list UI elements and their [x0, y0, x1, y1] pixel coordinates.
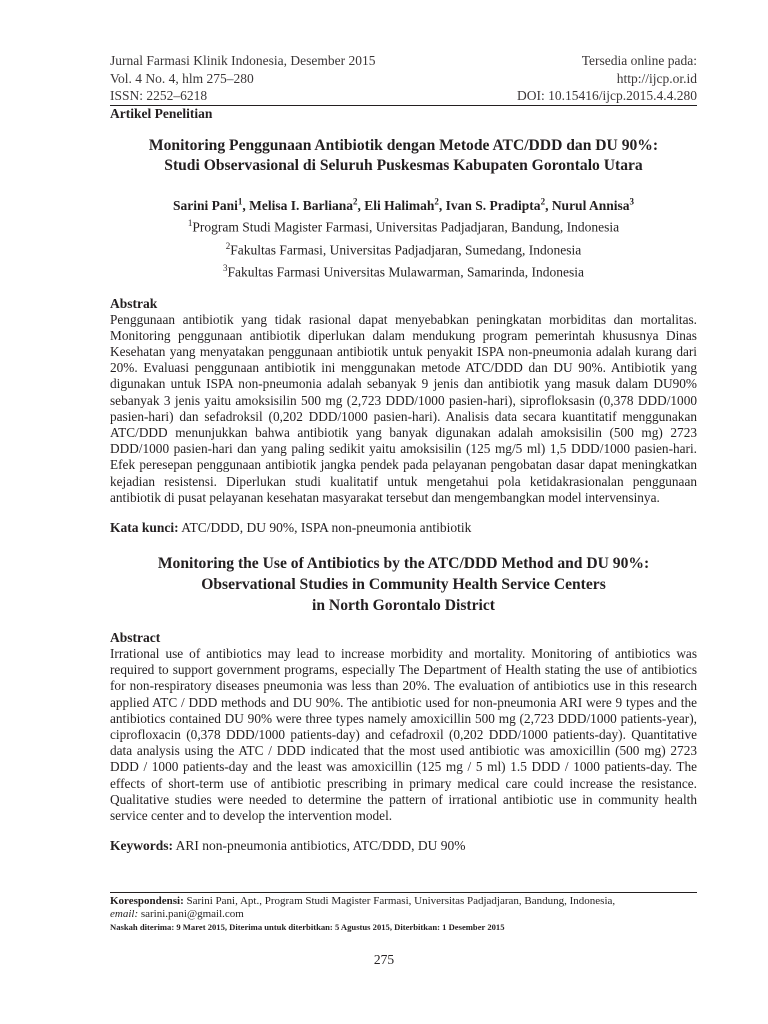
- author: Nurul Annisa$^3$: [551, 196, 634, 213]
- correspondence-footer: [110, 892, 697, 933]
- email-label: email:: [110, 908, 139, 920]
- journal-header: [110, 52, 697, 105]
- correspondence-label: Korespondensi:: [110, 895, 184, 907]
- abstrak-heading: Abstrak: [110, 295, 158, 311]
- affiliation: $^1$Program Studi Magister Farmasi, Universitas Padjadjaran, Bandung, Indonesia: [187, 218, 620, 235]
- title-en-line-2: Observational Studies in Community Health Service Centers: [201, 575, 606, 593]
- journal-url[interactable]: http://ijcp.or.id: [616, 70, 697, 86]
- correspondence: [110, 895, 697, 908]
- title-indonesian: [110, 136, 697, 177]
- kata-kunci-text: ATC/DDD, DU 90%, ISPA non-pneumonia antibiotik: [181, 519, 472, 535]
- keywords-label: Keywords:: [110, 838, 173, 854]
- title-en-line-3: in North Gorontalo District: [312, 596, 495, 614]
- keywords: [110, 838, 697, 854]
- author: Ivan S. Pradipta$^2$,: [445, 196, 552, 213]
- manuscript-dates: Naskah diterima: 9 Maret 2015, Diterima untuk diterbitkan: 5 Agustus 2015, Diterbitkan: 1 Desember 2015: [110, 922, 505, 932]
- email-line: [110, 908, 697, 921]
- abstract-heading: Abstract: [110, 629, 161, 645]
- abstrak-section: [110, 296, 697, 536]
- doi[interactable]: DOI: 10.15416/ijcp.2015.4.4.280: [517, 88, 697, 103]
- article-page: [110, 52, 697, 854]
- kata-kunci: [110, 520, 697, 536]
- affiliations: [110, 214, 697, 282]
- section-label: Artikel Penelitian: [110, 105, 697, 122]
- volume-info: Vol. 4 No. 4, hlm 275–280: [110, 70, 254, 86]
- abstract-body: Irrational use of antibiotics may lead to increase morbidity and mortality. Monitoring of antibiotics was required to support government programs, especially The Department of Health stating the use of antibiotics for non-respiratory diseases pneumonia was less than 20%. The evaluation of antibiotics use in this research applied ATC / DDD methods and DU 90%. The antibiotic used for non-pneumonia ARI were 9 types and the antibiotics contained DU 90% were three types namely amoxicillin 500 mg (2,723 DDD/1000 patients-year), ciprofloxacin (0,378 DDD/1000 patients-day) and cefadroxil (0,202 DDD/1000 patients-day). Quantitative data analysis using the ATC / DDD indicated that the most used antibiotic was amoxicillin (500 mg) 2723 DDD / 1000 patients-day and the least was amoxicillin (125 mg / 5 ml) 1.5 DDD / 1000 patients-day. The effects of short-term use of antibiotic prescribing in primary medical care could increase the resistance. Qualitative studies were needed to determine the pattern of irrational antibiotic use in community health service center and to develop the intervention model.: [110, 645, 697, 823]
- author: Melisa I. Barliana$^2$,: [249, 196, 365, 213]
- author: Eli Halimah$^2$,: [364, 196, 446, 213]
- page-number: 275: [373, 952, 395, 967]
- title-english: [110, 553, 697, 616]
- title-en-line-1: Monitoring the Use of Antibiotics by the ATC/DDD Method and DU 90%:: [157, 554, 650, 572]
- title-line-2: Studi Observasional di Seluruh Puskesmas Kabupaten Gorontalo Utara: [164, 157, 643, 174]
- abstract-section: [110, 630, 697, 854]
- issn: ISSN: 2252–6218: [110, 88, 208, 103]
- title-line-1: Monitoring Penggunaan Antibiotik dengan Metode ATC/DDD dan DU 90%:: [148, 136, 659, 154]
- online-label: Tersedia online pada:: [581, 53, 697, 68]
- affiliation: $^3$Fakultas Farmasi Universitas Mulawarman, Samarinda, Indonesia: [222, 263, 585, 280]
- abstrak-body: Penggunaan antibiotik yang tidak rasional dapat menyebabkan peningkatan morbiditas dan mortalitas. Monitoring penggunaan antibiotik diperlukan dalam mendukung program pemerintah khususnya Dinas Kesehatan yang menyatakan penggunaan antibiotik untuk penyakit ISPA non-pneumonia adalah kurang dari 20%. Evaluasi penggunaan antibiotik ini menggunakan metode ATC/DDD dan DU 90%. Antibiotik yang digunakan untuk ISPA non-pneumonia adalah sebanyak 9 jenis dan antibiotik yang masuk dalam DU90% sebanyak 3 jenis yaitu amoksisilin 500 mg (2,723 DDD/1000 pasien-hari), siprofloksasin (0,378 DDD/1000 pasien-hari) dan sefadroksil (0,202 DDD/1000 pasien-hari). Analisis data secara kuantitatif menggunakan ATC/DDD menunjukkan bahwa antibiotik yang banyak digunakan adalah amoksisilin (500 mg) 2723 DDD/1000 pasien-hari dan yang paling sedikit yaitu amoksisilin (125 mg/5 ml) 1,5 DDD/1000 pasien-hari. Efek peresepan penggunaan antibiotik jangka pendek pada pelayanan pengobatan dasar dapat meningkatkan kejadian resistensi. Diperlukan studi kualitatif untuk mengetahui pola ketidakrasionalan penggunaan antibiotik di pusat pelayanan kesehatan masyarakat tersebut dan mengembangkan model intervensinya.: [110, 311, 697, 505]
- kata-kunci-label: Kata kunci:: [110, 519, 179, 535]
- author-list: [110, 194, 697, 215]
- keywords-text: ARI non-pneumonia antibiotics, ATC/DDD, DU 90%: [175, 838, 466, 854]
- email-address[interactable]: sarini.pani@gmail.com: [140, 908, 244, 920]
- correspondence-text: Sarini Pani, Apt., Program Studi Magister Farmasi, Universitas Padjadjaran, Bandung, Indonesia,: [186, 895, 616, 907]
- journal-name: Jurnal Farmasi Klinik Indonesia, Desember 2015: [110, 53, 376, 68]
- author: Sarini Pani$^1$,: [173, 196, 250, 213]
- affiliation: $^2$Fakultas Farmasi, Universitas Padjadjaran, Sumedang, Indonesia: [225, 240, 582, 257]
